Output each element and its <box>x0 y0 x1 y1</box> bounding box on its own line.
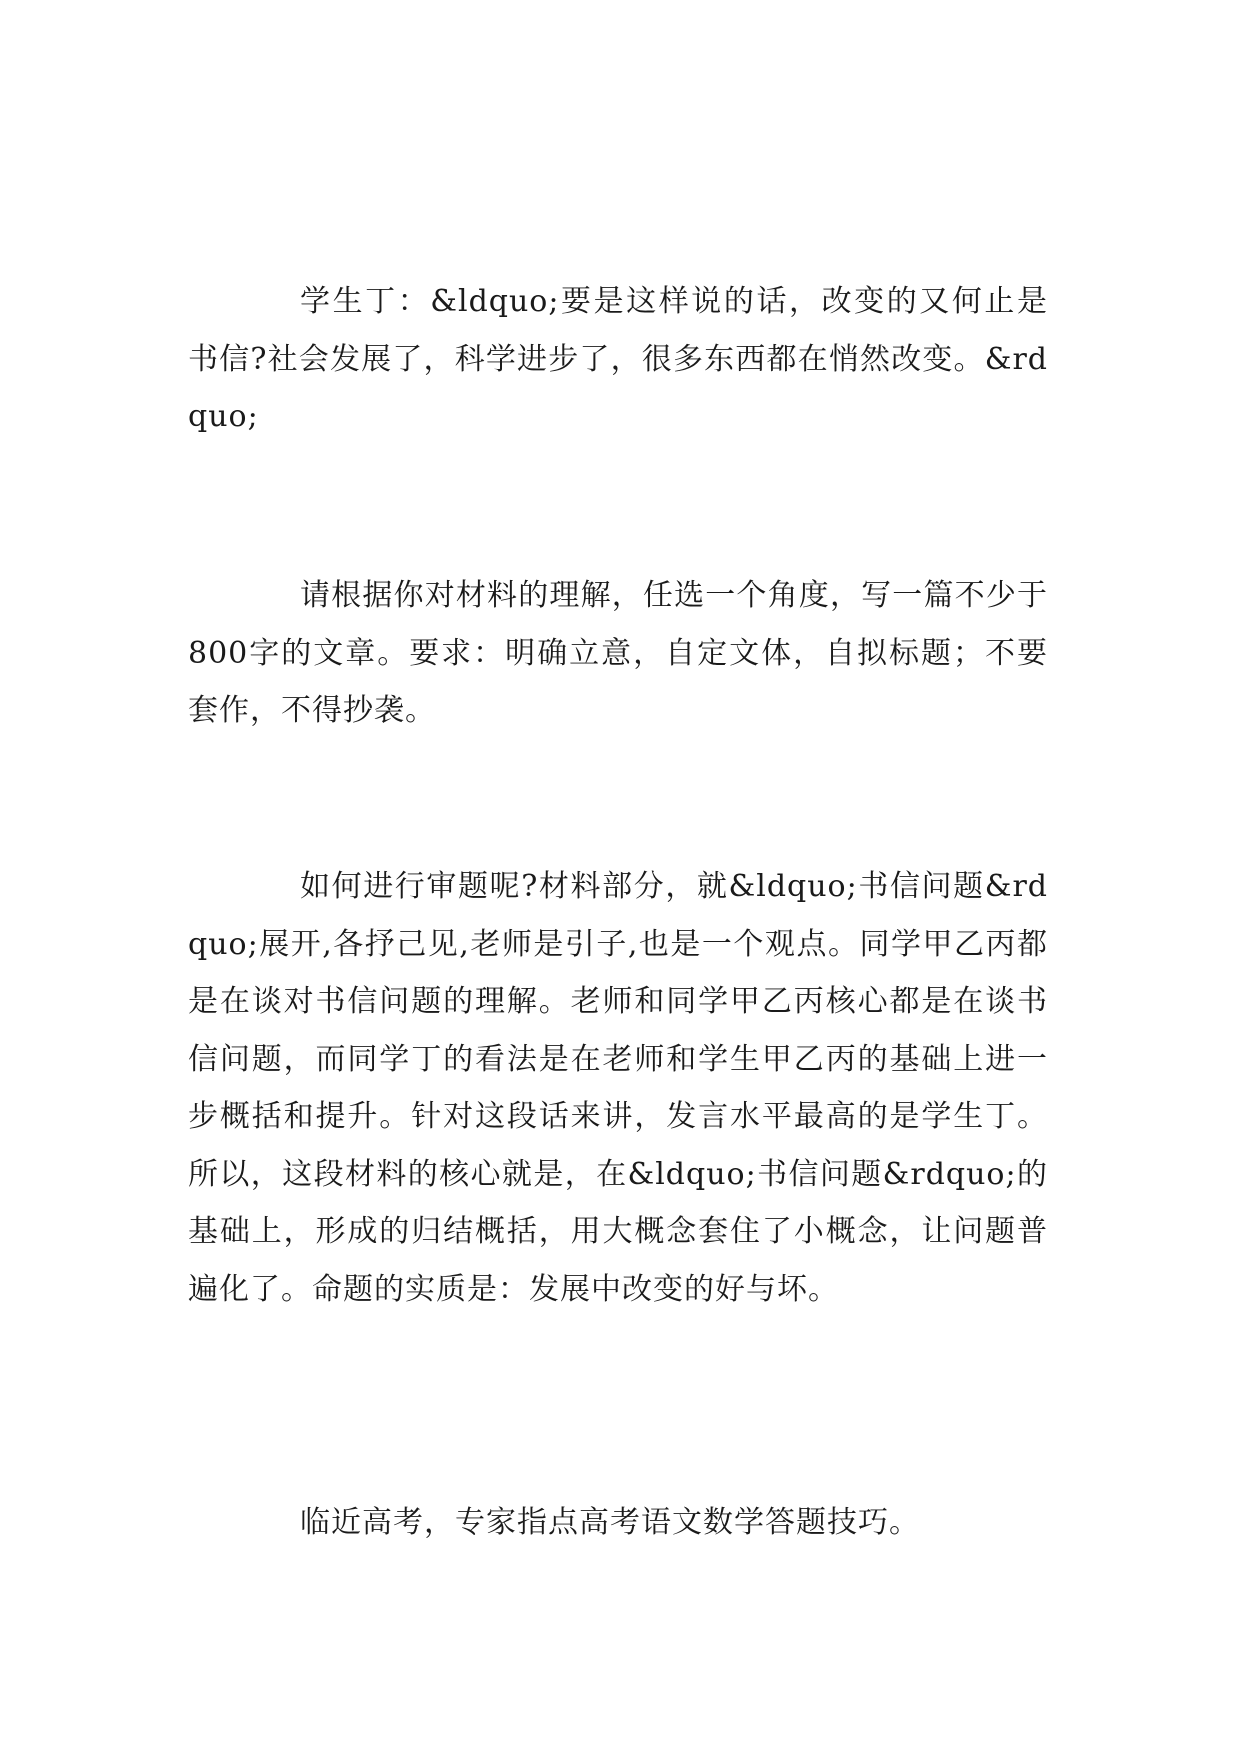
paragraph-topic-analysis: 如何进行审题呢?材料部分，就&ldquo;书信问题&rdquo;展开,各抒己见,老师是引子,也是一个观点。同学甲乙丙都是在谈对书信问题的理解。老师和同学甲乙丙核心都是在谈书信问题，而同学丁的看法是在老师和学生甲乙丙的基础上进一步概括和提升。针对这段话来讲，发言水平最高的是学生丁。所以，这段材料的核心就是，在&ldquo;书信问题&rdquo;的基础上，形成的归结概括，用大概念套住了小概念，让问题普遍化了。命题的实质是：发展中改变的好与坏。 <box>188 869 1048 1307</box>
paragraph-writing-prompt: 请根据你对材料的理解，任选一个角度，写一篇不少于800字的文章。要求：明确立意，自定文体，自拟标题；不要套作，不得抄袭。 <box>188 578 1048 728</box>
paragraph-exam-tips: 临近高考，专家指点高考语文数学答题技巧。 <box>300 1505 920 1540</box>
paragraph-student-ding-quote: 学生丁：&ldquo;要是这样说的话，改变的又何止是书信?社会发展了，科学进步了，很多东西都在悄然改变。&rdquo; <box>188 284 1048 434</box>
